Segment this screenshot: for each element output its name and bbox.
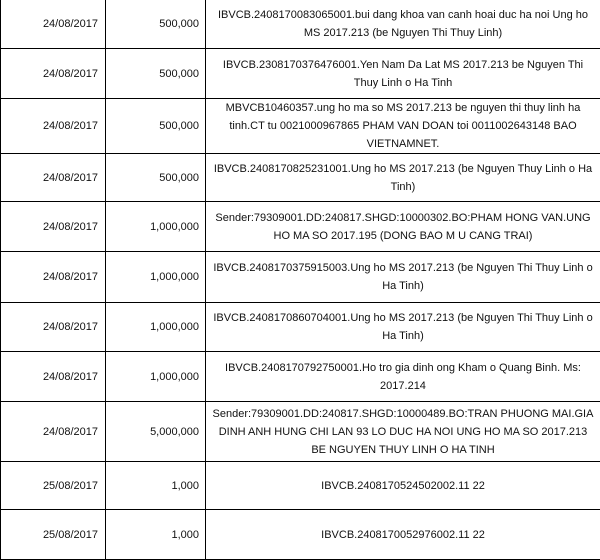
description-cell: Sender:79309001.DD:240817.SHGD:10000302.BO:PHAM HONG VAN.UNG HO MA SO 2017.195 (DONG BAO M U CANG TRAI) — [206, 202, 600, 252]
description-cell: IBVCB.2408170825231001.Ung ho MS 2017.213 (be Nguyen Thuy Linh o Ha Tinh) — [206, 154, 600, 202]
description-cell: IBVCB.2408170052976002.11 22 — [206, 510, 600, 560]
table-row — [1, 303, 600, 352]
amount-cell: 1,000,000 — [106, 352, 206, 402]
table-row — [1, 154, 600, 202]
table-row — [1, 49, 600, 99]
date-cell: 24/08/2017 — [1, 402, 106, 462]
amount-cell: 5,000,000 — [106, 402, 206, 462]
table-row — [1, 462, 600, 510]
date-cell: 24/08/2017 — [1, 154, 106, 202]
date-cell: 24/08/2017 — [1, 252, 106, 303]
description-cell: IBVCB.2408170860704001.Ung ho MS 2017.213 (be Nguyen Thi Thuy Linh o Ha Tinh) — [206, 303, 600, 352]
amount-cell: 500,000 — [106, 49, 206, 99]
amount-cell: 1,000 — [106, 462, 206, 510]
amount-cell: 1,000,000 — [106, 303, 206, 352]
amount-cell: 1,000 — [106, 510, 206, 560]
date-cell: 24/08/2017 — [1, 99, 106, 154]
description-cell: IBVCB.2408170083065001.bui dang khoa van canh hoai duc ha noi Ung ho MS 2017.213 (be Nguyen Thi Thuy Linh) — [206, 0, 600, 49]
amount-cell: 1,000,000 — [106, 252, 206, 303]
date-cell: 24/08/2017 — [1, 202, 106, 252]
table-row — [1, 202, 600, 252]
date-cell: 24/08/2017 — [1, 49, 106, 99]
table-row — [1, 252, 600, 303]
amount-cell: 500,000 — [106, 0, 206, 49]
table-row — [1, 0, 600, 49]
description-cell: Sender:79309001.DD:240817.SHGD:10000489.BO:TRAN PHUONG MAI.GIA DINH ANH HUNG CHI LAN 93 LO DUC HA NOI UNG HO MA SO 2017.213 BE NGUYEN THUY LINH O HA TINH — [206, 402, 600, 462]
date-cell: 24/08/2017 — [1, 0, 106, 49]
description-cell: IBVCB.2308170376476001.Yen Nam Da Lat MS 2017.213 be Nguyen Thi Thuy Linh o Ha Tinh — [206, 49, 600, 99]
description-cell: IBVCB.2408170524502002.11 22 — [206, 462, 600, 510]
amount-cell: 500,000 — [106, 99, 206, 154]
table-row — [1, 402, 600, 462]
description-cell: IBVCB.2408170375915003.Ung ho MS 2017.213 (be Nguyen Thi Thuy Linh o Ha Tinh) — [206, 252, 600, 303]
date-cell: 24/08/2017 — [1, 303, 106, 352]
description-cell: MBVCB10460357.ung ho ma so MS 2017.213 be nguyen thi thuy linh ha tinh.CT tu 0021000967865 PHAM VAN DOAN toi 0011002643148 BAO VIETNAMNET. — [206, 99, 600, 154]
description-cell: IBVCB.2408170792750001.Ho tro gia dinh ong Kham o Quang Binh. Ms: 2017.214 — [206, 352, 600, 402]
amount-cell: 1,000,000 — [106, 202, 206, 252]
table-row — [1, 352, 600, 402]
table-row — [1, 510, 600, 560]
date-cell: 25/08/2017 — [1, 510, 106, 560]
date-cell: 25/08/2017 — [1, 462, 106, 510]
amount-cell: 500,000 — [106, 154, 206, 202]
date-cell: 24/08/2017 — [1, 352, 106, 402]
table-row — [1, 99, 600, 154]
